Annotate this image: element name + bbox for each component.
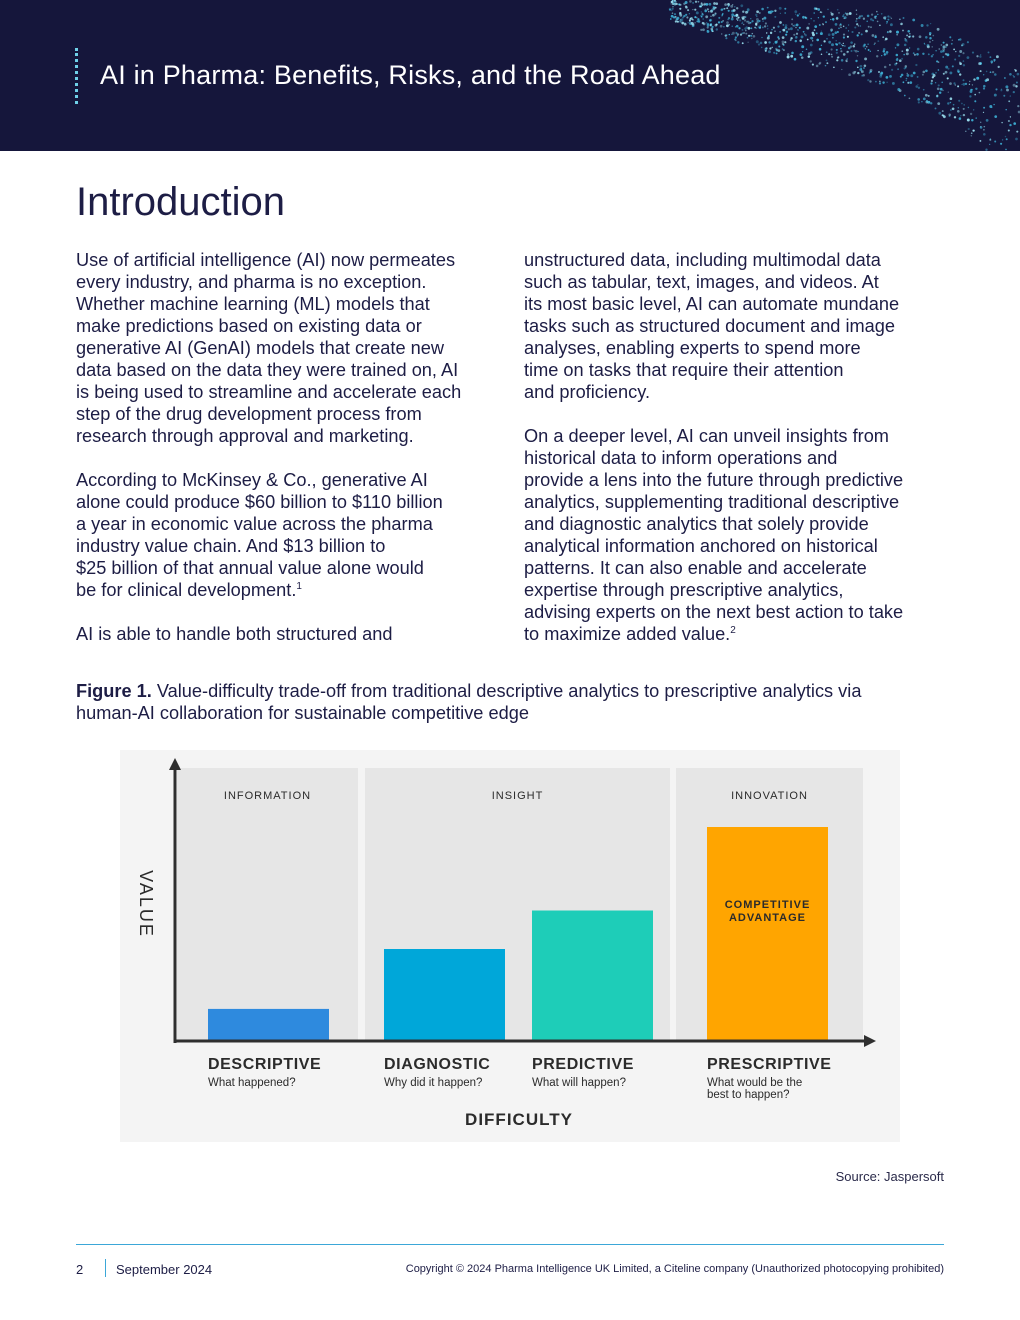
- text-line: its most basic level, AI can automate mundane: [524, 294, 900, 314]
- caption-text: Value-difficulty trade-off from traditional descriptive analytics to prescriptive analytics via: [156, 681, 862, 701]
- text-line: and diagnostic analytics that solely provide: [524, 514, 869, 534]
- footnote-ref[interactable]: 1: [296, 580, 302, 592]
- text-line: According to McKinsey & Co., generative AI: [76, 470, 428, 490]
- text-run: to maximize added value.: [524, 624, 731, 644]
- zone-panel: [177, 768, 358, 1040]
- zone-label: INFORMATION: [223, 790, 312, 802]
- figure-caption: [76, 680, 956, 724]
- x-axis-label: DIFFICULTY: [465, 1110, 573, 1129]
- y-axis-label: VALUE: [136, 870, 156, 938]
- text-line: [76, 579, 496, 601]
- text-line: tasks such as structured document and image: [524, 316, 896, 336]
- text-run: be for clinical development.: [76, 580, 297, 600]
- document-title: AI in Pharma: Benefits, Risks, and the Road Ahead: [100, 60, 721, 90]
- text-line: provide a lens into the future through predictive: [524, 470, 904, 490]
- bar-annotation-line: ADVANTAGE: [728, 912, 807, 924]
- footnote-ref[interactable]: 2: [730, 624, 736, 636]
- text-line: data based on the data they were trained on, AI: [76, 360, 459, 380]
- paragraph: [76, 469, 496, 601]
- text-line: and proficiency.: [524, 382, 651, 402]
- text-line: patterns. It can also enable and accelerate: [524, 558, 867, 578]
- figure-label: Figure 1.: [76, 681, 152, 701]
- section-title: Introduction: [76, 180, 286, 224]
- text-line: unstructured data, including multimodal data: [524, 250, 881, 270]
- text-line: historical data to inform operations and: [524, 448, 838, 468]
- body-column-left: [76, 249, 496, 667]
- text-line: analytics, supplementing traditional descriptive: [524, 492, 900, 512]
- publication-date: September 2024: [116, 1262, 213, 1277]
- value-difficulty-chart: [120, 750, 900, 1142]
- text-line: is being used to streamline and accelerate each: [76, 382, 462, 402]
- caption-line: human-AI collaboration for sustainable competitive edge: [76, 703, 529, 723]
- text-line: advising experts on the next best action to take: [524, 602, 904, 622]
- category-subtitle: What happened?: [208, 1077, 296, 1089]
- bar-prescriptive: [707, 827, 828, 1041]
- figure-chart: [120, 750, 900, 1142]
- category-label: PRESCRIPTIVE: [707, 1056, 832, 1073]
- category-label: DIAGNOSTIC: [384, 1056, 491, 1073]
- body-column-right: [524, 249, 944, 667]
- copyright-notice: Copyright © 2024 Pharma Intelligence UK Limited, a Citeline company (Unauthorized photocopying prohibited): [405, 1263, 944, 1275]
- header-accent-rule: [75, 48, 81, 104]
- category-subtitle: What would be the: [707, 1077, 803, 1089]
- text-line: alone could produce $60 billion to $110 billion: [76, 492, 443, 512]
- text-line: Whether machine learning (ML) models that: [76, 294, 430, 314]
- bar-diagnostic: [384, 949, 505, 1041]
- paragraph: [76, 249, 496, 447]
- text-line: $25 billion of that annual value alone would: [76, 558, 424, 578]
- bar-descriptive: [208, 1009, 329, 1041]
- bar-predictive: [532, 911, 653, 1042]
- category-subtitle: What will happen?: [532, 1077, 626, 1089]
- zone-label: INSIGHT: [491, 790, 544, 802]
- paragraph: [524, 249, 944, 403]
- category-label: DESCRIPTIVE: [208, 1056, 322, 1073]
- footer-separator: [105, 1259, 106, 1277]
- text-line: such as tabular, text, images, and videos. At: [524, 272, 879, 292]
- text-line: expertise through prescriptive analytics,: [524, 580, 844, 600]
- text-line: time on tasks that require their attention: [524, 360, 844, 380]
- bar-annotation-line: COMPETITIVE: [724, 899, 811, 911]
- paragraph: [524, 425, 944, 645]
- category-subtitle: best to happen?: [707, 1089, 790, 1101]
- category-label: PREDICTIVE: [532, 1056, 635, 1073]
- footer-divider: [76, 1244, 944, 1245]
- text-line: a year in economic value across the pharma: [76, 514, 433, 534]
- zone-label: INNOVATION: [731, 790, 808, 802]
- text-line: On a deeper level, AI can unveil insights from: [524, 426, 889, 446]
- paragraph: [76, 623, 496, 645]
- text-line: make predictions based on existing data or: [76, 316, 422, 336]
- figure-source: Source: Jaspersoft: [835, 1169, 944, 1184]
- text-line: industry value chain. And $13 billion to: [76, 536, 386, 556]
- category-subtitle: Why did it happen?: [384, 1077, 483, 1089]
- page-number: 2: [76, 1262, 84, 1277]
- header-banner: [0, 0, 1020, 151]
- text-line: analytical information anchored on historical: [524, 536, 878, 556]
- text-line: Use of artificial intelligence (AI) now permeates: [76, 250, 456, 270]
- text-line: generative AI (GenAI) models that create new: [76, 338, 444, 358]
- text-line: every industry, and pharma is no exception.: [76, 272, 427, 292]
- text-line: step of the drug development process from: [76, 404, 422, 424]
- text-line: AI is able to handle both structured and: [76, 624, 393, 644]
- text-line: analyses, enabling experts to spend more: [524, 338, 861, 358]
- text-line: research through approval and marketing.: [76, 426, 414, 446]
- text-line: [524, 623, 944, 645]
- caption-line: [76, 680, 956, 702]
